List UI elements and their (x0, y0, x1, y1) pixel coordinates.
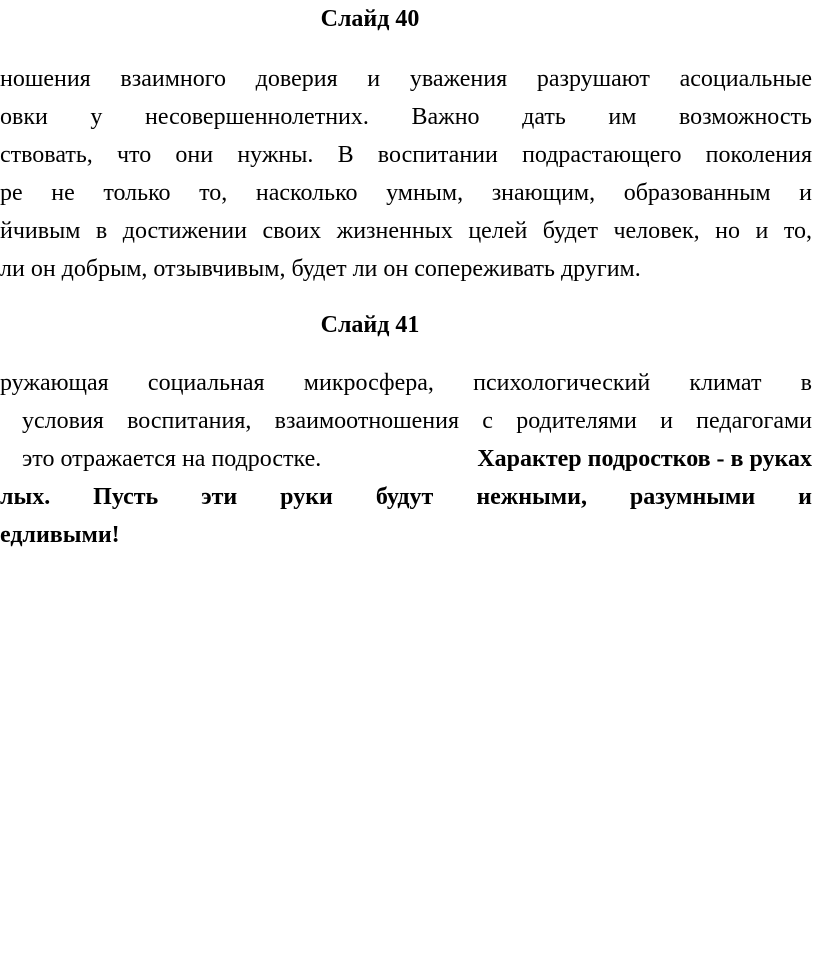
slide-41-line-2: условия воспитания, взаимоотношения с родителями и педагогами (22, 408, 812, 434)
slide-41-line-1: ружающая социальная микросфера, психологический климат в (0, 370, 812, 396)
slide-41-emphasis-start: Характер подростков - в руках (477, 446, 812, 472)
slide-40-line-6: ли он добрым, отзывчивым, будет ли он сопереживать другим. (0, 256, 641, 282)
slide-40-title: Слайд 40 (320, 6, 420, 32)
slide-40-line-4: ре не только то, насколько умным, знающим, образованным и (0, 180, 812, 206)
slide-40-line-2: овки у несовершеннолетних. Важно дать им возможность (0, 104, 812, 130)
slide-40-line-1: ношения взаимного доверия и уважения разрушают асоциальные (0, 66, 812, 92)
slide-41-title: Слайд 41 (320, 312, 420, 338)
slide-41-emphasis-line-2: едливыми! (0, 522, 120, 548)
slide-41-line-3 (22, 444, 812, 474)
slide-40-line-3: ствовать, что они нужны. В воспитании подрастающего поколения (0, 142, 812, 168)
slide-41-line-3-regular: это отражается на подростке. (22, 446, 322, 472)
slide-40-line-5: йчивым в достижении своих жизненных целей будет человек, но и то, (0, 218, 812, 244)
slide-41-emphasis-line-1: лых. Пусть эти руки будут нежными, разумными и (0, 484, 812, 510)
